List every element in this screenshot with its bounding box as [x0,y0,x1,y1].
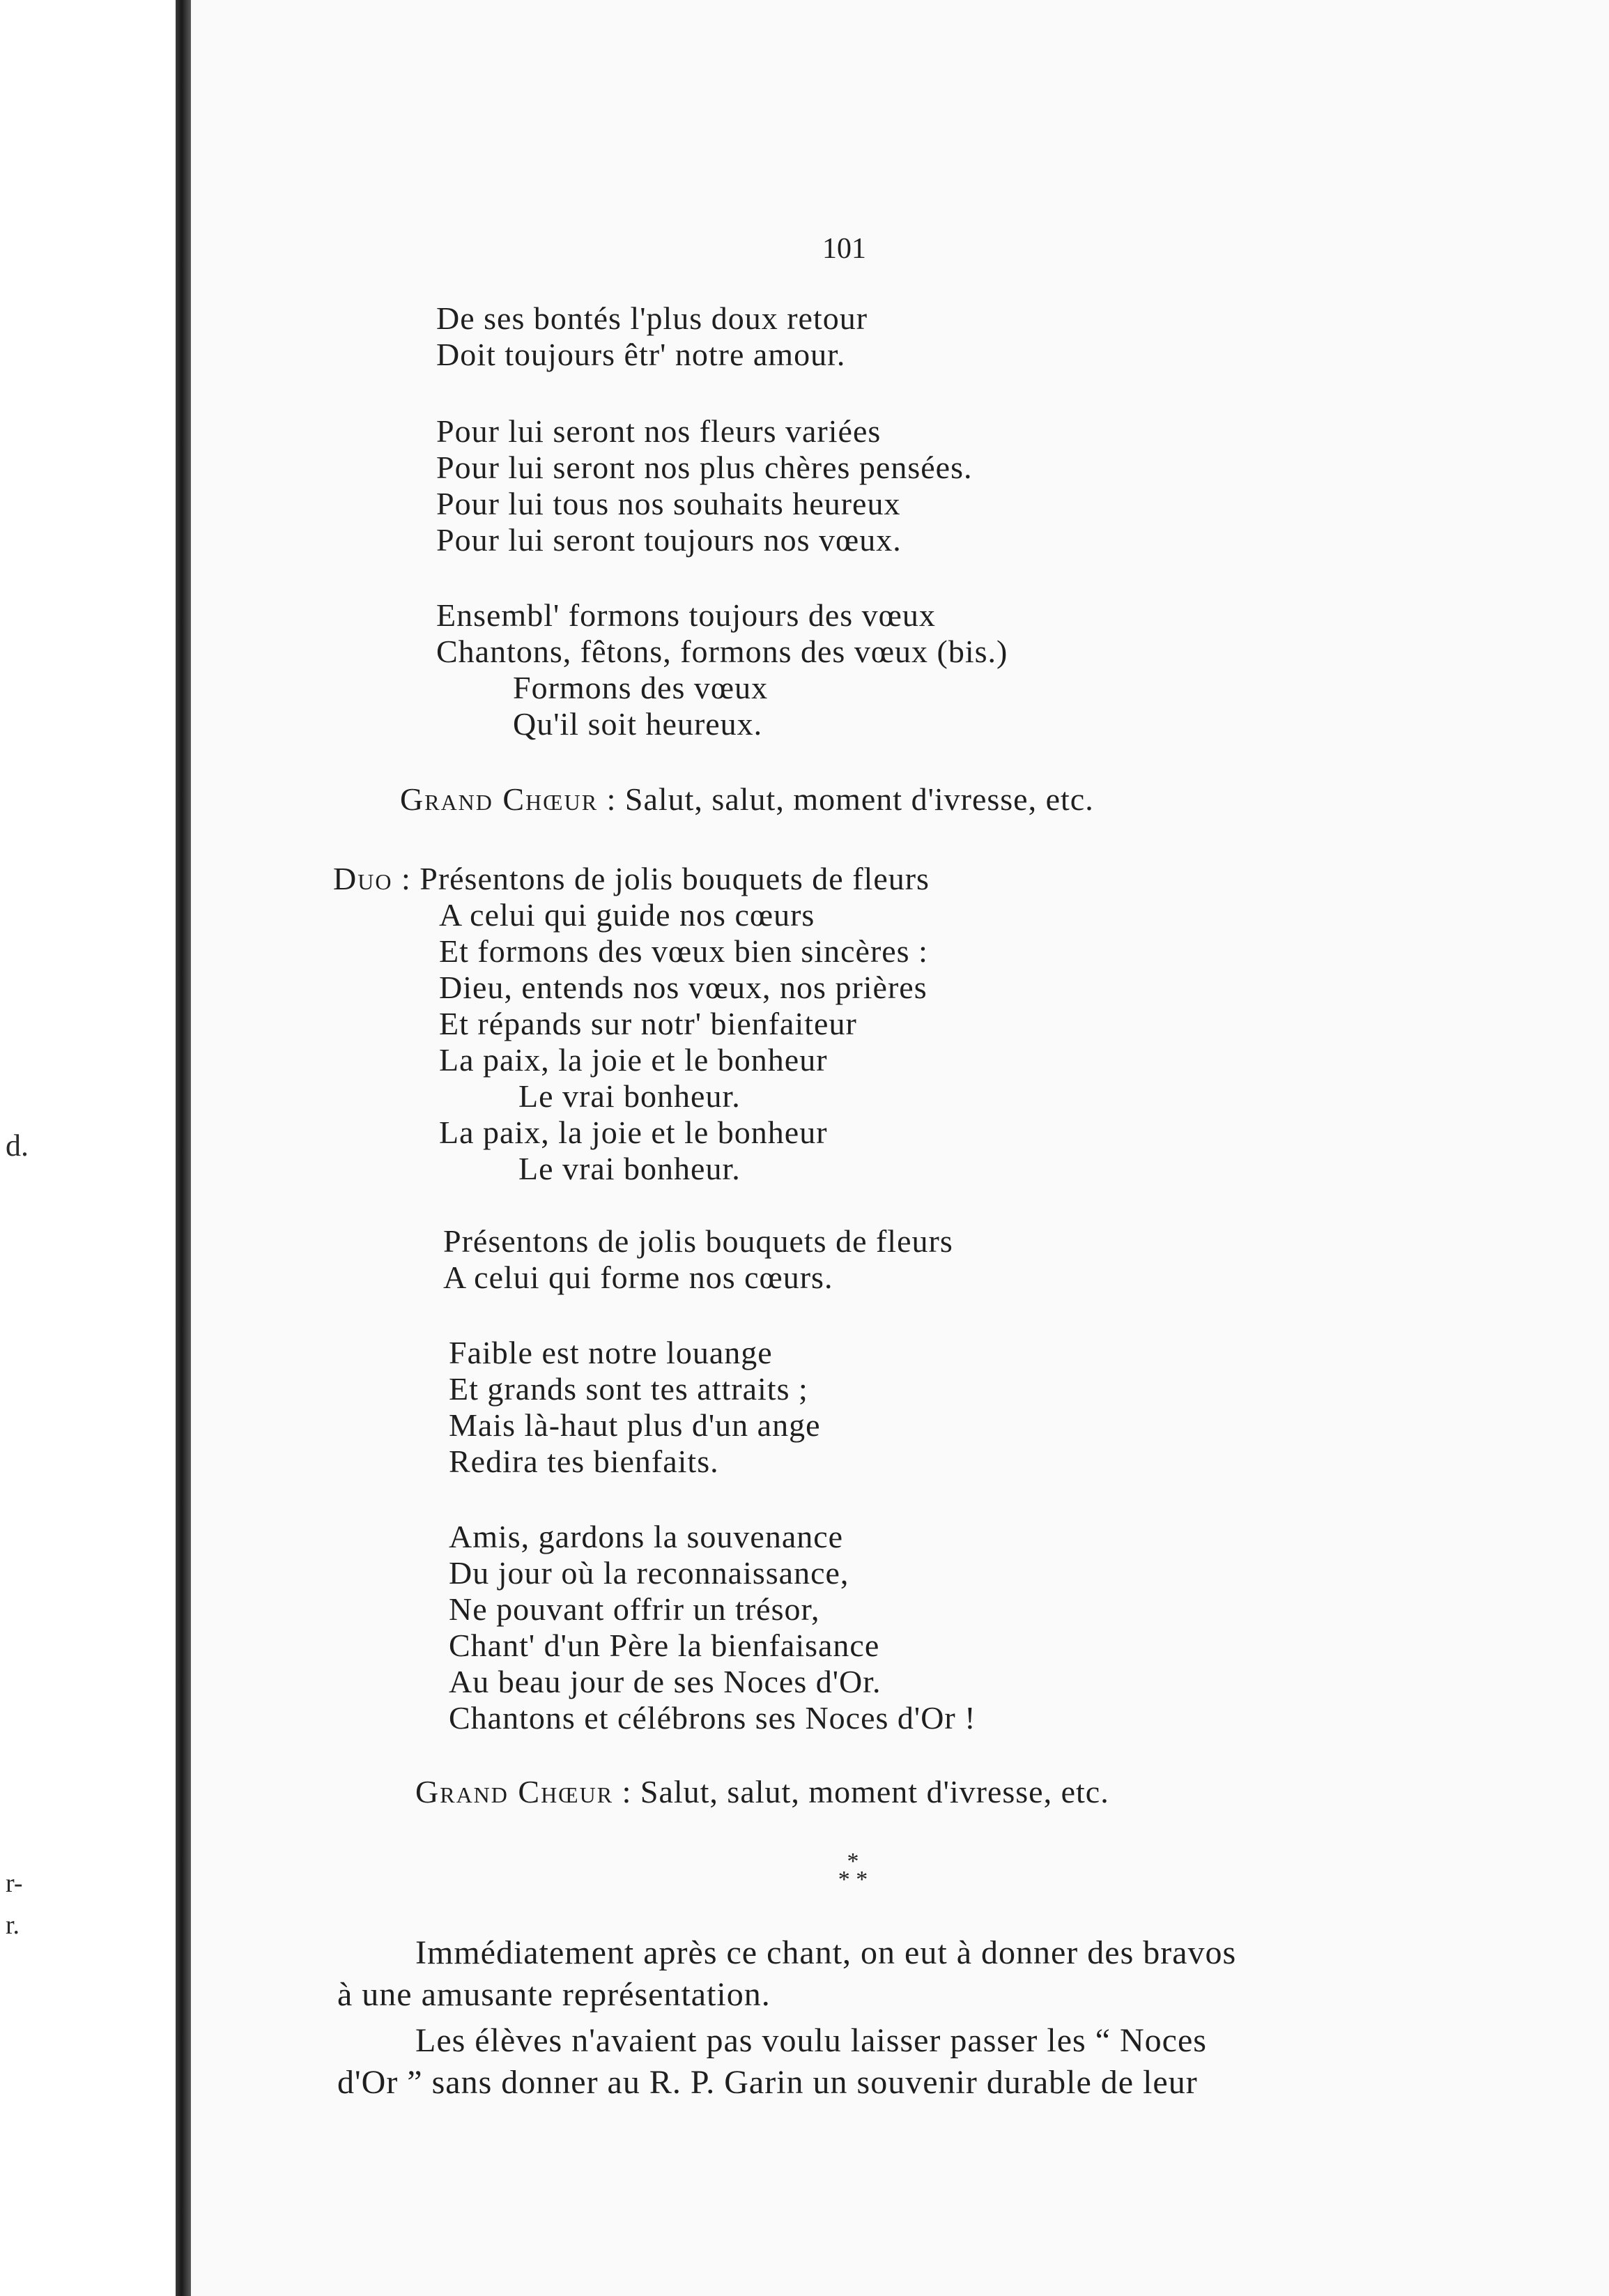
margin-fragment: r- [6,1869,23,1898]
margin-fragment: r. [6,1911,20,1940]
verse-line: Pour lui seront nos plus chères pensées. [436,450,973,485]
asterism-separator [818,1850,888,1892]
prose-line: d'Or ” sans donner au R. P. Garin un souvenir durable de leur [337,2064,1198,2101]
verse-line: Pour lui tous nos souhaits heureux [436,486,901,521]
verse-line: A celui qui forme nos cœurs. [443,1260,833,1295]
margin-fragment: d. [6,1128,29,1163]
verse-line: Au beau jour de ses Noces d'Or. [449,1664,882,1699]
verse-line: Ne pouvant offrir un trésor, [449,1591,820,1627]
verse-line: Dieu, entends nos vœux, nos prières [439,970,927,1005]
verse-line: Présentons de jolis bouquets de fleurs [443,1223,953,1259]
chorus-line [400,783,1094,816]
verse-line: Chantons et célébrons ses Noces d'Or ! [449,1700,976,1736]
verse-line: Qu'il soit heureux. [513,706,763,742]
chorus-label: Grand Chœur [415,1774,614,1809]
verse-line: Doit toujours êtr' notre amour. [436,337,846,372]
verse-line: La paix, la joie et le bonheur [439,1115,828,1150]
verse-line: Le vrai bonheur. [518,1078,741,1114]
chorus-line [415,1776,1109,1808]
verse-line: Amis, gardons la souvenance [449,1519,844,1554]
verse-line: Du jour où la reconnaissance, [449,1555,849,1591]
prose-line: Les élèves n'avaient pas voulu laisser passer les “ Noces [415,2022,1207,2059]
asterism-top: * [847,1849,859,1874]
verse-line: Le vrai bonheur. [518,1151,741,1186]
chorus-text: : Salut, salut, moment d'ivresse, etc. [613,1774,1109,1809]
verse-line: Faible est notre louange [449,1335,773,1370]
left-margin [0,0,176,2296]
verse-line: Formons des vœux [513,670,769,705]
verse-line: Redira tes bienfaits. [449,1444,719,1479]
verse-line: La paix, la joie et le bonheur [439,1042,828,1078]
verse-line: Et formons des vœux bien sincères : [439,933,928,969]
verse-line: Et grands sont tes attraits ; [449,1371,808,1407]
verse-line: Ensembl' formons toujours des vœux [436,597,936,633]
duo-label: Duo [333,861,393,896]
page-number: 101 [822,233,866,265]
asterism-bottom: * * [838,1867,868,1892]
verse-line: Et répands sur notr' bienfaiteur [439,1006,857,1041]
duo-separator: : [392,861,420,896]
book-spine [176,0,191,2296]
verse-line: A celui qui guide nos cœurs [439,897,815,933]
chorus-text: : Salut, salut, moment d'ivresse, etc. [598,781,1094,817]
verse-line: Chant' d'un Père la bienfaisance [449,1628,880,1663]
verse-line: Pour lui seront toujours nos vœux. [436,522,902,558]
prose-line: Immédiatement après ce chant, on eut à donner des bravos [415,1934,1237,1971]
verse-line: De ses bontés l'plus doux retour [436,300,868,336]
duo-first-line: Présentons de jolis bouquets de fleurs [419,861,930,896]
verse-line: Mais là-haut plus d'un ange [449,1407,821,1443]
verse-line [333,863,930,895]
book-page [191,0,1609,2296]
verse-line: Chantons, fêtons, formons des vœux (bis.) [436,634,1008,669]
chorus-label: Grand Chœur [400,781,599,817]
prose-line: à une amusante représentation. [337,1976,771,2013]
verse-line: Pour lui seront nos fleurs variées [436,413,882,449]
